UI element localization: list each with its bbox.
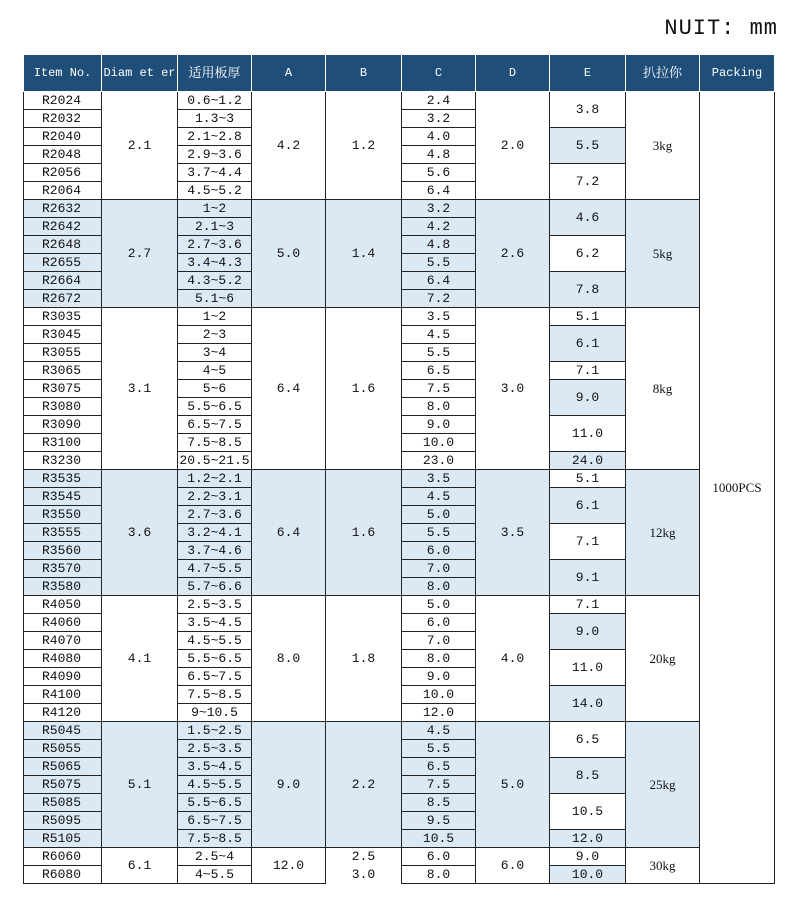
c-cell: 8.0 xyxy=(402,578,476,596)
item-no-cell: R5085 xyxy=(24,794,102,812)
table-row xyxy=(24,596,775,614)
item-no-cell: R4080 xyxy=(24,650,102,668)
item-no-cell: R4120 xyxy=(24,704,102,722)
thickness-cell: 7.5~8.5 xyxy=(178,830,252,848)
c-cell: 23.0 xyxy=(402,452,476,470)
a-cell: 12.0 xyxy=(252,848,326,884)
c-cell: 5.5 xyxy=(402,740,476,758)
e-cell: 11.0 xyxy=(550,416,626,452)
a-cell: 9.0 xyxy=(252,722,326,848)
c-cell: 7.5 xyxy=(402,776,476,794)
e-cell: 6.5 xyxy=(550,722,626,758)
thickness-cell: 2.5~4 xyxy=(178,848,252,866)
d-cell: 5.0 xyxy=(476,722,550,848)
c-cell: 6.0 xyxy=(402,614,476,632)
header-packing: Packing xyxy=(700,55,775,92)
c-cell: 6.0 xyxy=(402,542,476,560)
c-cell: 3.5 xyxy=(402,470,476,488)
item-no-cell: R5105 xyxy=(24,830,102,848)
item-no-cell: R3080 xyxy=(24,398,102,416)
a-cell: 5.0 xyxy=(252,200,326,308)
e-cell: 10.0 xyxy=(550,866,626,884)
thickness-cell: 3.5~4.5 xyxy=(178,758,252,776)
b-cell: 2.5 xyxy=(326,848,402,866)
c-cell: 5.0 xyxy=(402,596,476,614)
thickness-cell: 3.2~4.1 xyxy=(178,524,252,542)
thickness-cell: 3.5~4.5 xyxy=(178,614,252,632)
c-cell: 5.5 xyxy=(402,524,476,542)
item-no-cell: R3570 xyxy=(24,560,102,578)
e-cell: 7.2 xyxy=(550,164,626,200)
c-cell: 6.4 xyxy=(402,182,476,200)
d-cell: 4.0 xyxy=(476,596,550,722)
thickness-cell: 5.5~6.5 xyxy=(178,794,252,812)
table-row xyxy=(24,848,775,866)
item-no-cell: R4100 xyxy=(24,686,102,704)
item-no-cell: R2672 xyxy=(24,290,102,308)
header-c: C xyxy=(402,55,476,92)
c-cell: 4.0 xyxy=(402,128,476,146)
thickness-cell: 7.5~8.5 xyxy=(178,434,252,452)
c-cell: 5.5 xyxy=(402,344,476,362)
a-cell: 6.4 xyxy=(252,470,326,596)
c-cell: 9.0 xyxy=(402,416,476,434)
e-cell: 7.1 xyxy=(550,524,626,560)
packing-cell: 1000PCS xyxy=(700,92,775,884)
diameter-cell: 3.1 xyxy=(102,308,178,470)
thickness-cell: 2.7~3.6 xyxy=(178,236,252,254)
item-no-cell: R2056 xyxy=(24,164,102,182)
thickness-cell: 5.7~6.6 xyxy=(178,578,252,596)
diameter-cell: 3.6 xyxy=(102,470,178,596)
thickness-cell: 4~5.5 xyxy=(178,866,252,884)
b-cell: 1.6 xyxy=(326,308,402,470)
table-row xyxy=(24,308,775,326)
thickness-cell: 6.5~7.5 xyxy=(178,668,252,686)
diameter-cell: 6.1 xyxy=(102,848,178,884)
thickness-cell: 1.3~3 xyxy=(178,110,252,128)
spec-table-body xyxy=(24,92,775,884)
thickness-cell: 2.2~3.1 xyxy=(178,488,252,506)
e-cell: 10.5 xyxy=(550,794,626,830)
c-cell: 4.5 xyxy=(402,722,476,740)
item-no-cell: R3065 xyxy=(24,362,102,380)
header-thickness: 适用板厚 xyxy=(178,55,252,92)
e-cell: 11.0 xyxy=(550,650,626,686)
thickness-cell: 5.1~6 xyxy=(178,290,252,308)
item-no-cell: R6060 xyxy=(24,848,102,866)
c-cell: 7.0 xyxy=(402,632,476,650)
c-cell: 8.5 xyxy=(402,794,476,812)
table-row xyxy=(24,200,775,218)
item-no-cell: R3555 xyxy=(24,524,102,542)
thickness-cell: 4.3~5.2 xyxy=(178,272,252,290)
item-no-cell: R3535 xyxy=(24,470,102,488)
thickness-cell: 5.5~6.5 xyxy=(178,398,252,416)
thickness-cell: 2.1~3 xyxy=(178,218,252,236)
item-no-cell: R2632 xyxy=(24,200,102,218)
item-no-cell: R4050 xyxy=(24,596,102,614)
c-cell: 4.8 xyxy=(402,236,476,254)
c-cell: 10.0 xyxy=(402,434,476,452)
e-cell: 5.5 xyxy=(550,128,626,164)
e-cell: 24.0 xyxy=(550,452,626,470)
item-no-cell: R3100 xyxy=(24,434,102,452)
item-no-cell: R3560 xyxy=(24,542,102,560)
c-cell: 4.8 xyxy=(402,146,476,164)
table-row xyxy=(24,722,775,740)
item-no-cell: R4060 xyxy=(24,614,102,632)
item-no-cell: R2024 xyxy=(24,92,102,110)
item-no-cell: R3090 xyxy=(24,416,102,434)
diameter-cell: 4.1 xyxy=(102,596,178,722)
d-cell: 6.0 xyxy=(476,848,550,884)
diameter-cell: 2.1 xyxy=(102,92,178,200)
item-no-cell: R2655 xyxy=(24,254,102,272)
e-cell: 4.6 xyxy=(550,200,626,236)
header-d: D xyxy=(476,55,550,92)
item-no-cell: R5045 xyxy=(24,722,102,740)
e-cell: 12.0 xyxy=(550,830,626,848)
thickness-cell: 2.5~3.5 xyxy=(178,740,252,758)
e-cell: 14.0 xyxy=(550,686,626,722)
thickness-cell: 3.7~4.6 xyxy=(178,542,252,560)
e-cell: 6.2 xyxy=(550,236,626,272)
thickness-cell: 2.9~3.6 xyxy=(178,146,252,164)
item-no-cell: R3550 xyxy=(24,506,102,524)
item-no-cell: R3230 xyxy=(24,452,102,470)
item-no-cell: R2664 xyxy=(24,272,102,290)
item-no-cell: R2064 xyxy=(24,182,102,200)
thickness-cell: 1~2 xyxy=(178,308,252,326)
c-cell: 3.2 xyxy=(402,200,476,218)
thickness-cell: 4.7~5.5 xyxy=(178,560,252,578)
e-cell: 3.8 xyxy=(550,92,626,128)
c-cell: 7.0 xyxy=(402,560,476,578)
b-cell: 1.2 xyxy=(326,92,402,200)
c-cell: 8.0 xyxy=(402,398,476,416)
e-cell: 5.1 xyxy=(550,470,626,488)
e-cell: 7.1 xyxy=(550,596,626,614)
thickness-cell: 3.7~4.4 xyxy=(178,164,252,182)
c-cell: 8.0 xyxy=(402,866,476,884)
header-item-no: Item No. xyxy=(24,55,102,92)
header-row xyxy=(24,55,775,92)
item-no-cell: R2642 xyxy=(24,218,102,236)
e-cell: 8.5 xyxy=(550,758,626,794)
d-cell: 3.5 xyxy=(476,470,550,596)
e-cell: 7.8 xyxy=(550,272,626,308)
thickness-cell: 6.5~7.5 xyxy=(178,812,252,830)
e-cell: 6.1 xyxy=(550,488,626,524)
b-cell: 1.8 xyxy=(326,596,402,722)
e-cell: 7.1 xyxy=(550,362,626,380)
header-weight: 扒拉你 xyxy=(626,55,700,92)
thickness-cell: 7.5~8.5 xyxy=(178,686,252,704)
thickness-cell: 4~5 xyxy=(178,362,252,380)
item-no-cell: R5095 xyxy=(24,812,102,830)
c-cell: 3.5 xyxy=(402,308,476,326)
thickness-cell: 1~2 xyxy=(178,200,252,218)
diameter-cell: 5.1 xyxy=(102,722,178,848)
item-no-cell: R3055 xyxy=(24,344,102,362)
e-cell: 9.1 xyxy=(550,560,626,596)
item-no-cell: R2032 xyxy=(24,110,102,128)
table-row xyxy=(24,470,775,488)
item-no-cell: R4070 xyxy=(24,632,102,650)
item-no-cell: R5055 xyxy=(24,740,102,758)
item-no-cell: R5075 xyxy=(24,776,102,794)
c-cell: 8.0 xyxy=(402,650,476,668)
c-cell: 4.2 xyxy=(402,218,476,236)
c-cell: 7.5 xyxy=(402,380,476,398)
d-cell: 2.6 xyxy=(476,200,550,308)
header-diameter: Diam et er xyxy=(102,55,178,92)
thickness-cell: 2.7~3.6 xyxy=(178,506,252,524)
header-a: A xyxy=(252,55,326,92)
weight-cell: 30kg xyxy=(626,848,700,884)
e-cell: 9.0 xyxy=(550,380,626,416)
item-no-cell: R2648 xyxy=(24,236,102,254)
b-cell: 1.4 xyxy=(326,200,402,308)
c-cell: 4.5 xyxy=(402,326,476,344)
b-cell: 2.2 xyxy=(326,722,402,848)
thickness-cell: 4.5~5.2 xyxy=(178,182,252,200)
c-cell: 6.4 xyxy=(402,272,476,290)
c-cell: 10.5 xyxy=(402,830,476,848)
header-b: B xyxy=(326,55,402,92)
thickness-cell: 4.5~5.5 xyxy=(178,776,252,794)
thickness-cell: 3.4~4.3 xyxy=(178,254,252,272)
c-cell: 3.2 xyxy=(402,110,476,128)
c-cell: 12.0 xyxy=(402,704,476,722)
c-cell: 9.0 xyxy=(402,668,476,686)
thickness-cell: 5.5~6.5 xyxy=(178,650,252,668)
unit-label: NUIT: mm xyxy=(664,16,778,41)
thickness-cell: 5~6 xyxy=(178,380,252,398)
spec-table xyxy=(23,54,775,884)
weight-cell: 3kg xyxy=(626,92,700,200)
c-cell: 5.6 xyxy=(402,164,476,182)
item-no-cell: R5065 xyxy=(24,758,102,776)
thickness-cell: 2.5~3.5 xyxy=(178,596,252,614)
item-no-cell: R4090 xyxy=(24,668,102,686)
item-no-cell: R3545 xyxy=(24,488,102,506)
thickness-cell: 1.5~2.5 xyxy=(178,722,252,740)
diameter-cell: 2.7 xyxy=(102,200,178,308)
e-cell: 6.1 xyxy=(550,326,626,362)
item-no-cell: R2040 xyxy=(24,128,102,146)
c-cell: 10.0 xyxy=(402,686,476,704)
e-cell: 9.0 xyxy=(550,848,626,866)
header-e: E xyxy=(550,55,626,92)
weight-cell: 20kg xyxy=(626,596,700,722)
d-cell: 3.0 xyxy=(476,308,550,470)
a-cell: 4.2 xyxy=(252,92,326,200)
item-no-cell: R3580 xyxy=(24,578,102,596)
c-cell: 5.5 xyxy=(402,254,476,272)
thickness-cell: 4.5~5.5 xyxy=(178,632,252,650)
item-no-cell: R2048 xyxy=(24,146,102,164)
c-cell: 2.4 xyxy=(402,92,476,110)
thickness-cell: 2.1~2.8 xyxy=(178,128,252,146)
thickness-cell: 20.5~21.5 xyxy=(179,452,250,468)
item-no-cell: R6080 xyxy=(24,866,102,884)
item-no-cell: R3035 xyxy=(24,308,102,326)
e-cell: 9.0 xyxy=(550,614,626,650)
thickness-cell: 1.2~2.1 xyxy=(178,470,252,488)
c-cell: 4.5 xyxy=(402,488,476,506)
thickness-cell: 3~4 xyxy=(178,344,252,362)
c-cell: 5.0 xyxy=(402,506,476,524)
b-cell: 1.6 xyxy=(326,470,402,596)
e-cell: 5.1 xyxy=(550,308,626,326)
thickness-cell: 2~3 xyxy=(178,326,252,344)
b-cell: 3.0 xyxy=(326,866,402,884)
weight-cell: 8kg xyxy=(626,308,700,470)
thickness-cell: 9~10.5 xyxy=(178,704,252,722)
item-no-cell: R3045 xyxy=(24,326,102,344)
c-cell: 6.5 xyxy=(402,362,476,380)
thickness-cell: 0.6~1.2 xyxy=(178,92,252,110)
thickness-cell: 6.5~7.5 xyxy=(178,416,252,434)
a-cell: 8.0 xyxy=(252,596,326,722)
weight-cell: 25kg xyxy=(626,722,700,848)
c-cell: 6.0 xyxy=(402,848,476,866)
d-cell: 2.0 xyxy=(476,92,550,200)
weight-cell: 12kg xyxy=(626,470,700,596)
c-cell: 9.5 xyxy=(402,812,476,830)
c-cell: 6.5 xyxy=(402,758,476,776)
item-no-cell: R3075 xyxy=(24,380,102,398)
weight-cell: 5kg xyxy=(626,200,700,308)
table-row xyxy=(24,92,775,110)
c-cell: 7.2 xyxy=(402,290,476,308)
a-cell: 6.4 xyxy=(252,308,326,470)
